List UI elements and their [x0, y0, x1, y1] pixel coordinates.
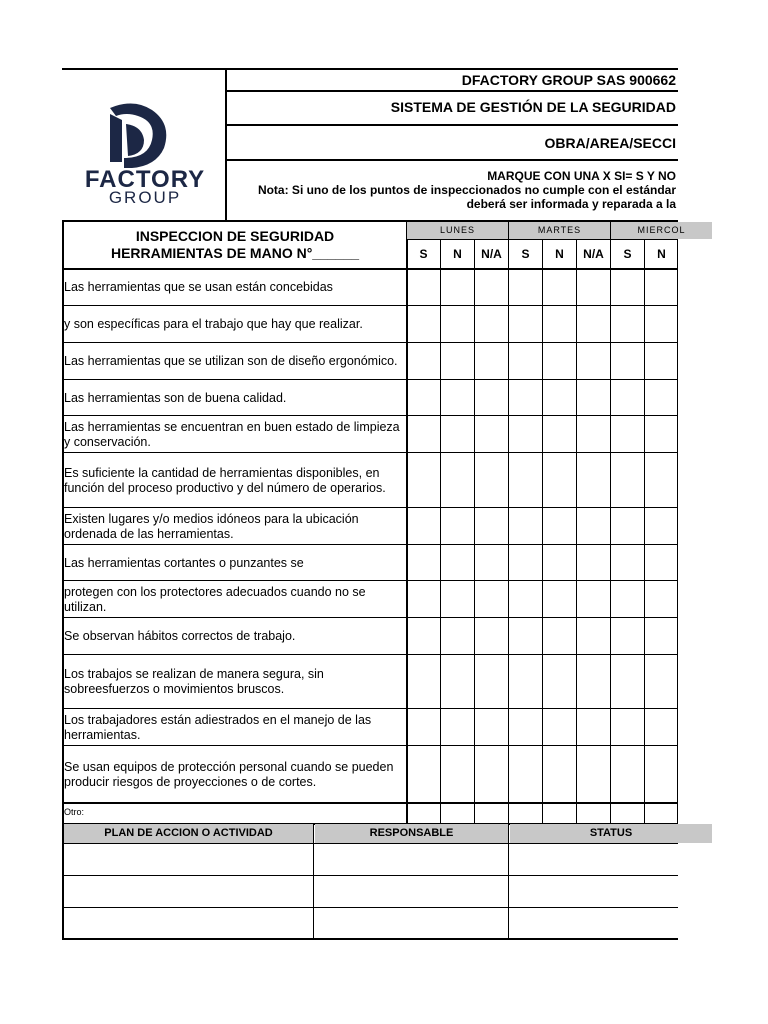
question-row	[64, 509, 406, 544]
obra-area-field: OBRA/AREA/SECCI	[544, 135, 676, 151]
question-row	[64, 546, 406, 580]
grid-v-6	[610, 222, 611, 824]
question-text: Las herramientas que se usan están concebidas	[64, 280, 333, 294]
row-divider	[62, 379, 678, 380]
question-text: Las herramientas que se utilizan son de diseño ergonómico.	[64, 354, 398, 368]
table-title-line-2: HERRAMIENTAS DE MANO N°______	[110, 245, 360, 261]
grid-v-3	[508, 222, 509, 824]
plan-row-divider	[62, 907, 678, 908]
plan-col-status: STATUS	[510, 824, 712, 843]
plan-bottom-border	[62, 938, 678, 940]
question-row	[64, 454, 406, 507]
grid-v-5	[576, 240, 577, 824]
system-title: SISTEMA DE GESTIÓN DE LA SEGURIDAD	[390, 99, 676, 115]
row-divider	[62, 745, 678, 746]
header-line-1	[226, 90, 678, 92]
question-text: Es suficiente la cantidad de herramientas disponibles, en función del proceso productivo y del número de operarios.	[64, 465, 386, 495]
otro-label: Otro:	[64, 807, 85, 817]
question-text: y son específicas para el trabajo que hay que realizar.	[64, 317, 363, 331]
nota-line-2: deberá ser informada y reparada a la	[466, 197, 676, 211]
question-row	[64, 417, 406, 452]
option-n-2: N	[555, 247, 564, 261]
plan-col-divider-2	[508, 824, 509, 939]
table-title-line-1: INSPECCION DE SEGURIDAD	[135, 228, 335, 244]
header-line-3	[226, 159, 678, 161]
row-divider	[62, 452, 678, 453]
option-n-3: N	[657, 247, 666, 261]
option-na-1: N/A	[481, 247, 502, 261]
row-divider	[62, 708, 678, 709]
nota-line-1: Nota: Si uno de los puntos de inspeccionados no cumple con el estándar	[257, 183, 676, 197]
question-text: Las herramientas son de buena calidad.	[64, 390, 287, 405]
question-row	[64, 656, 406, 708]
question-row	[64, 270, 406, 305]
day-header-lunes: LUNES	[407, 222, 508, 239]
row-divider	[62, 654, 678, 655]
day-header-miercoles: MIERCOL	[611, 222, 712, 239]
plan-col-divider-1	[313, 824, 314, 939]
option-s-3: S	[623, 247, 632, 261]
option-n-1: N	[453, 247, 462, 261]
question-row	[64, 582, 406, 617]
row-divider	[62, 415, 678, 416]
question-text: Se usan equipos de protección personal cuando se pueden producir riesgos de proyecciones o de cortes.	[64, 759, 394, 789]
question-row	[64, 381, 406, 415]
question-text: Los trabajos se realizan de manera segura, sin sobreesfuerzos o movimientos bruscos.	[64, 667, 324, 696]
plan-col-responsable: RESPONSABLE	[315, 824, 508, 843]
company-name: DFACTORY GROUP SAS 900662	[461, 72, 676, 88]
question-text: Las herramientas cortantes o punzantes se	[64, 555, 304, 570]
question-row	[64, 307, 406, 342]
table-title	[64, 228, 406, 262]
plan-status-cell[interactable]	[509, 845, 677, 874]
question-text: protegen con los protectores adecuados cuando no se utilizan.	[64, 584, 366, 614]
question-text: Las herramientas se encuentran en buen estado de limpieza y conservación.	[64, 419, 400, 449]
plan-actividad-cell[interactable]	[64, 845, 312, 874]
row-divider	[62, 544, 678, 545]
day-header-martes: MARTES	[509, 222, 610, 239]
row-divider	[62, 507, 678, 508]
question-text: Existen lugares y/o medios idóneos para la ubicación ordenada de las herramientas.	[64, 511, 359, 541]
question-text: Los trabajadores están adiestrados en el manejo de las herramientas.	[64, 712, 372, 742]
header-line-2	[226, 124, 678, 126]
grid-v-2	[474, 240, 475, 824]
row-divider-otro	[62, 802, 678, 804]
row-divider	[62, 617, 678, 618]
question-row	[64, 619, 406, 654]
option-s-2: S	[521, 247, 530, 261]
grid-v-1	[440, 240, 441, 824]
row-divider	[62, 342, 678, 343]
question-text: Se observan hábitos correctos de trabajo.	[64, 629, 296, 643]
factory-group-logo	[64, 70, 226, 220]
marque-instruction: MARQUE CON UNA X SI= S Y NO	[487, 169, 676, 183]
plan-header-bottom	[62, 843, 678, 844]
grid-v-7	[644, 240, 645, 824]
plan-row-divider	[62, 875, 678, 876]
plan-responsable-cell[interactable]	[314, 845, 507, 874]
question-row	[64, 747, 406, 802]
question-row	[64, 344, 406, 379]
row-divider	[62, 580, 678, 581]
plan-col-actividad: PLAN DE ACCION O ACTIVIDAD	[64, 824, 313, 843]
grid-v-4	[542, 240, 543, 824]
question-col-divider	[406, 220, 408, 824]
question-row	[64, 710, 406, 745]
row-divider	[62, 305, 678, 306]
logo-text-group: GROUP	[108, 188, 182, 207]
grid-v-8	[677, 240, 678, 824]
logo-text-factory: FACTORY	[84, 166, 206, 193]
option-na-2: N/A	[583, 247, 604, 261]
option-s-1: S	[419, 247, 428, 261]
